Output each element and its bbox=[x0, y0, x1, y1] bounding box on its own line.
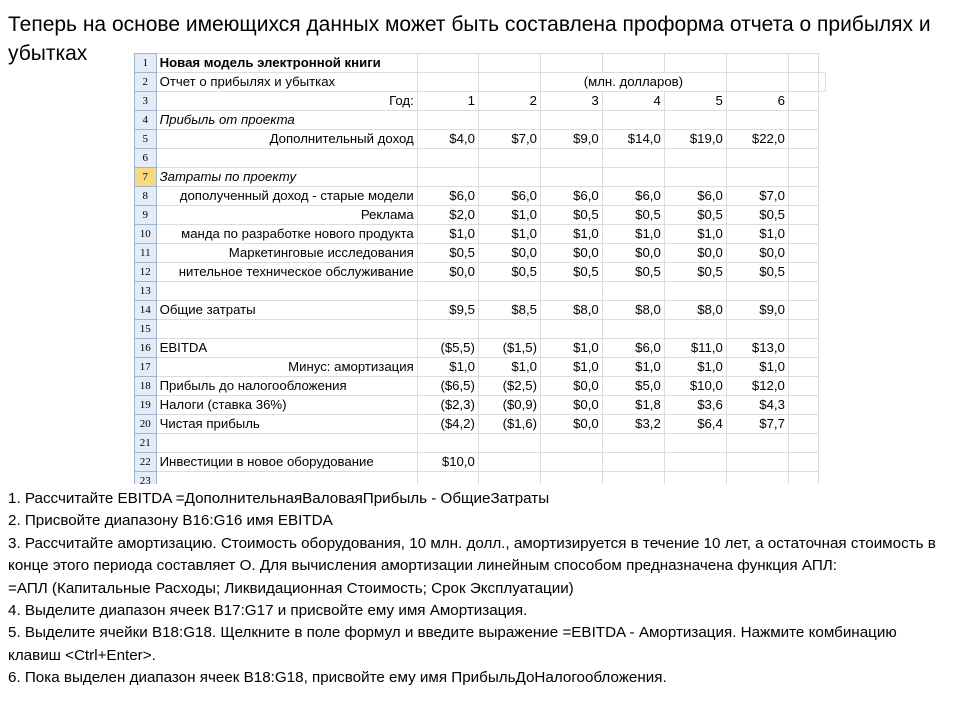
value-cell[interactable] bbox=[726, 111, 788, 130]
value-cell[interactable]: ($1,6) bbox=[478, 415, 540, 434]
row-header[interactable]: 10 bbox=[135, 225, 157, 244]
row-label-cell[interactable] bbox=[156, 377, 417, 396]
value-cell[interactable] bbox=[664, 282, 726, 301]
row-header[interactable]: 13 bbox=[135, 282, 157, 301]
value-cell[interactable]: $6,0 bbox=[541, 187, 603, 206]
value-cell[interactable]: $6,0 bbox=[478, 187, 540, 206]
value-cell[interactable]: $1,0 bbox=[664, 225, 726, 244]
row-label-cell[interactable] bbox=[156, 149, 417, 168]
value-cell[interactable] bbox=[478, 168, 540, 187]
value-cell[interactable]: $8,0 bbox=[602, 301, 664, 320]
value-cell[interactable]: $0,5 bbox=[664, 206, 726, 225]
row-label-cell[interactable] bbox=[156, 415, 417, 434]
row-header[interactable]: 4 bbox=[135, 111, 157, 130]
value-cell[interactable]: $7,7 bbox=[726, 415, 788, 434]
value-cell[interactable] bbox=[788, 415, 818, 434]
row-label-cell[interactable] bbox=[156, 320, 417, 339]
value-cell[interactable]: $13,0 bbox=[726, 339, 788, 358]
row-label: Новая модель электронной книги bbox=[159, 55, 381, 70]
value-cell[interactable] bbox=[664, 149, 726, 168]
value-cell[interactable]: $19,0 bbox=[664, 130, 726, 149]
row-header[interactable]: 7 bbox=[135, 168, 157, 187]
value-cell[interactable]: $1,0 bbox=[417, 358, 478, 377]
value-cell[interactable]: $9,5 bbox=[417, 301, 478, 320]
row-label: Инвестиции в новое оборудование bbox=[159, 454, 374, 469]
value-cell[interactable] bbox=[602, 149, 664, 168]
row-header[interactable]: 5 bbox=[135, 130, 157, 149]
row-header[interactable]: 1 bbox=[135, 54, 157, 73]
row-header[interactable]: 21 bbox=[135, 434, 157, 453]
value-cell[interactable]: 5 bbox=[664, 92, 726, 111]
value-cell[interactable]: 2 bbox=[478, 92, 540, 111]
value-cell[interactable]: $1,0 bbox=[726, 225, 788, 244]
sheet-row bbox=[135, 377, 826, 396]
value-cell[interactable] bbox=[602, 453, 664, 472]
value-cell[interactable]: $1,0 bbox=[602, 358, 664, 377]
sheet-row bbox=[135, 396, 826, 415]
row-label-cell[interactable] bbox=[156, 453, 417, 472]
value-cell[interactable]: ($2,3) bbox=[417, 396, 478, 415]
value-cell[interactable] bbox=[417, 168, 478, 187]
value-cell[interactable] bbox=[788, 244, 818, 263]
instruction-step: 6. Пока выделен диапазон ячеек B18:G18, присвойте ему имя ПрибыльДоНалогообложения. bbox=[8, 669, 667, 687]
unit-note[interactable]: (млн. долларов) bbox=[541, 73, 727, 92]
row-label: Чистая прибыль bbox=[159, 416, 260, 431]
value-cell[interactable]: ($5,5) bbox=[417, 339, 478, 358]
row-label-cell[interactable] bbox=[156, 339, 417, 358]
sheet-row bbox=[135, 73, 826, 92]
value-cell[interactable]: ($4,2) bbox=[417, 415, 478, 434]
value-cell[interactable] bbox=[478, 54, 540, 73]
value-cell[interactable] bbox=[788, 111, 818, 130]
value-cell[interactable]: $0,0 bbox=[664, 244, 726, 263]
value-cell[interactable] bbox=[664, 111, 726, 130]
value-cell[interactable] bbox=[541, 282, 603, 301]
value-cell[interactable]: $1,0 bbox=[417, 225, 478, 244]
value-cell[interactable]: ($6,5) bbox=[417, 377, 478, 396]
row-header[interactable]: 16 bbox=[135, 339, 157, 358]
value-cell[interactable] bbox=[417, 73, 478, 92]
value-cell[interactable] bbox=[819, 73, 826, 92]
value-cell[interactable] bbox=[788, 225, 818, 244]
sheet-row bbox=[135, 149, 826, 168]
value-cell[interactable] bbox=[788, 92, 818, 111]
row-header[interactable]: 17 bbox=[135, 358, 157, 377]
row-header[interactable]: 12 bbox=[135, 263, 157, 282]
row-header[interactable]: 2 bbox=[135, 73, 157, 92]
value-cell[interactable]: $0,0 bbox=[541, 396, 603, 415]
value-cell[interactable] bbox=[726, 54, 788, 73]
value-cell[interactable]: $1,0 bbox=[726, 358, 788, 377]
value-cell[interactable] bbox=[726, 168, 788, 187]
value-cell[interactable]: $8,0 bbox=[541, 301, 603, 320]
row-label: Прибыль от проекта bbox=[159, 112, 295, 127]
value-cell[interactable] bbox=[788, 149, 818, 168]
value-cell[interactable]: $2,0 bbox=[417, 206, 478, 225]
value-cell[interactable]: $6,4 bbox=[664, 415, 726, 434]
row-label: EBITDA bbox=[159, 340, 208, 355]
value-cell[interactable]: $6,0 bbox=[602, 339, 664, 358]
value-cell[interactable] bbox=[417, 282, 478, 301]
value-cell[interactable] bbox=[541, 111, 603, 130]
row-label: Минус: амортизация bbox=[288, 359, 414, 374]
value-cell[interactable]: $9,0 bbox=[541, 130, 603, 149]
value-cell[interactable] bbox=[417, 320, 478, 339]
value-cell[interactable] bbox=[788, 282, 818, 301]
value-cell[interactable]: $5,0 bbox=[602, 377, 664, 396]
value-cell[interactable]: $0,5 bbox=[417, 244, 478, 263]
row-header[interactable]: 22 bbox=[135, 453, 157, 472]
instruction-step: 1. Рассчитайте EBITDA =ДополнительнаяВаловаяПрибыль - ОбщиеЗатраты bbox=[8, 490, 550, 507]
sheet-row bbox=[135, 434, 826, 453]
sheet-row bbox=[135, 472, 826, 485]
value-cell[interactable] bbox=[788, 339, 818, 358]
value-cell[interactable]: $0,0 bbox=[726, 244, 788, 263]
row-label: Общие затраты bbox=[159, 302, 256, 317]
value-cell[interactable]: $1,8 bbox=[602, 396, 664, 415]
value-cell[interactable]: $0,5 bbox=[541, 263, 603, 282]
row-header[interactable]: 20 bbox=[135, 415, 157, 434]
value-cell[interactable] bbox=[788, 130, 818, 149]
value-cell[interactable]: $11,0 bbox=[664, 339, 726, 358]
row-label-cell[interactable] bbox=[156, 73, 417, 92]
sheet-row bbox=[135, 320, 826, 339]
value-cell[interactable] bbox=[726, 472, 788, 485]
value-cell[interactable]: $4,3 bbox=[726, 396, 788, 415]
row-label-cell[interactable] bbox=[156, 263, 417, 282]
sheet-row bbox=[135, 415, 826, 434]
value-cell[interactable]: $8,5 bbox=[478, 301, 540, 320]
row-header[interactable]: 11 bbox=[135, 244, 157, 263]
sheet-row bbox=[135, 358, 826, 377]
value-cell[interactable]: $1,0 bbox=[541, 339, 603, 358]
sheet-row bbox=[135, 206, 826, 225]
row-label-cell[interactable] bbox=[156, 92, 417, 111]
value-cell[interactable]: $1,0 bbox=[478, 358, 540, 377]
row-label-cell[interactable] bbox=[156, 206, 417, 225]
value-cell[interactable] bbox=[788, 168, 818, 187]
value-cell[interactable] bbox=[726, 149, 788, 168]
sheet-row bbox=[135, 453, 826, 472]
value-cell[interactable] bbox=[478, 73, 540, 92]
value-cell[interactable] bbox=[478, 149, 540, 168]
value-cell[interactable] bbox=[664, 320, 726, 339]
row-header[interactable]: 6 bbox=[135, 149, 157, 168]
value-cell[interactable]: $7,0 bbox=[726, 187, 788, 206]
investment-value[interactable]: $10,0 bbox=[417, 453, 478, 472]
row-label: Затраты по проекту bbox=[159, 169, 297, 184]
row-label-cell[interactable] bbox=[156, 111, 417, 130]
value-cell[interactable] bbox=[541, 453, 603, 472]
value-cell[interactable]: 6 bbox=[726, 92, 788, 111]
value-cell[interactable]: $4,0 bbox=[417, 130, 478, 149]
value-cell[interactable] bbox=[602, 54, 664, 73]
value-cell[interactable] bbox=[788, 206, 818, 225]
value-cell[interactable] bbox=[602, 434, 664, 453]
value-cell[interactable] bbox=[417, 111, 478, 130]
value-cell[interactable] bbox=[788, 301, 818, 320]
sheet-row bbox=[135, 130, 826, 149]
value-cell[interactable]: $1,0 bbox=[478, 206, 540, 225]
value-cell[interactable] bbox=[788, 396, 818, 415]
row-label: Отчет о прибылях и убытках bbox=[159, 74, 336, 89]
spreadsheet-grid bbox=[134, 53, 826, 484]
sheet-row bbox=[135, 168, 826, 187]
value-cell[interactable] bbox=[788, 54, 818, 73]
sheet-row bbox=[135, 301, 826, 320]
value-cell[interactable] bbox=[788, 358, 818, 377]
sheet-row bbox=[135, 54, 826, 73]
value-cell[interactable]: 1 bbox=[417, 92, 478, 111]
value-cell[interactable] bbox=[478, 453, 540, 472]
value-cell[interactable]: $6,0 bbox=[664, 187, 726, 206]
value-cell[interactable]: ($0,9) bbox=[478, 396, 540, 415]
value-cell[interactable]: $0,5 bbox=[478, 263, 540, 282]
value-cell[interactable] bbox=[602, 168, 664, 187]
value-cell[interactable] bbox=[541, 54, 603, 73]
value-cell[interactable] bbox=[541, 434, 603, 453]
value-cell[interactable] bbox=[788, 187, 818, 206]
value-cell[interactable] bbox=[417, 54, 478, 73]
instructions bbox=[8, 488, 953, 690]
row-label: нительное техническое обслуживание bbox=[178, 264, 414, 279]
value-cell[interactable] bbox=[788, 320, 818, 339]
value-cell[interactable] bbox=[726, 434, 788, 453]
row-header[interactable]: 9 bbox=[135, 206, 157, 225]
value-cell[interactable] bbox=[602, 282, 664, 301]
row-header[interactable]: 3 bbox=[135, 92, 157, 111]
value-cell[interactable] bbox=[417, 434, 478, 453]
value-cell[interactable] bbox=[478, 434, 540, 453]
value-cell[interactable]: $1,0 bbox=[478, 225, 540, 244]
value-cell[interactable] bbox=[788, 73, 818, 92]
value-cell[interactable]: $10,0 bbox=[664, 377, 726, 396]
value-cell[interactable]: $1,0 bbox=[541, 358, 603, 377]
value-cell[interactable] bbox=[788, 377, 818, 396]
value-cell[interactable]: $1,0 bbox=[602, 225, 664, 244]
row-label-cell[interactable] bbox=[156, 282, 417, 301]
value-cell[interactable]: $1,0 bbox=[541, 225, 603, 244]
slide-title: Теперь на основе имеющихся данных может быть составлена проформа отчета о прибылях и убытках bbox=[8, 13, 931, 65]
value-cell[interactable] bbox=[602, 472, 664, 485]
instruction-step: 3. Рассчитайте амортизацию. Стоимость оборудования, 10 млн. долл., амортизируется в течение 10 лет, а остаточная стоимость в конце этого периода составляет О. Для вычисления амортизации линейным способом предназначена функция АПЛ: bbox=[8, 534, 936, 575]
row-label: Прибыль до налогообложения bbox=[159, 378, 347, 393]
row-header[interactable]: 19 bbox=[135, 396, 157, 415]
row-label-cell[interactable] bbox=[156, 434, 417, 453]
row-header[interactable]: 8 bbox=[135, 187, 157, 206]
row-label-cell[interactable] bbox=[156, 225, 417, 244]
value-cell[interactable] bbox=[602, 320, 664, 339]
value-cell[interactable]: $0,5 bbox=[602, 206, 664, 225]
row-header[interactable]: 15 bbox=[135, 320, 157, 339]
value-cell[interactable]: $0,0 bbox=[478, 244, 540, 263]
value-cell[interactable] bbox=[664, 453, 726, 472]
value-cell[interactable] bbox=[541, 168, 603, 187]
value-cell[interactable] bbox=[788, 472, 818, 485]
row-label: Год: bbox=[389, 93, 414, 108]
row-label-cell[interactable] bbox=[156, 187, 417, 206]
row-label-cell[interactable] bbox=[156, 358, 417, 377]
value-cell[interactable]: $8,0 bbox=[664, 301, 726, 320]
value-cell[interactable]: $0,5 bbox=[726, 206, 788, 225]
value-cell[interactable] bbox=[541, 320, 603, 339]
value-cell[interactable]: $0,5 bbox=[602, 263, 664, 282]
sheet-row bbox=[135, 92, 826, 111]
row-label-cell[interactable] bbox=[156, 396, 417, 415]
value-cell[interactable] bbox=[726, 282, 788, 301]
value-cell[interactable]: $14,0 bbox=[602, 130, 664, 149]
value-cell[interactable]: $0,5 bbox=[664, 263, 726, 282]
value-cell[interactable]: $3,6 bbox=[664, 396, 726, 415]
value-cell[interactable] bbox=[478, 320, 540, 339]
value-cell[interactable]: $6,0 bbox=[602, 187, 664, 206]
value-cell[interactable] bbox=[664, 54, 726, 73]
value-cell[interactable]: $3,2 bbox=[602, 415, 664, 434]
spreadsheet bbox=[134, 53, 826, 484]
value-cell[interactable]: ($1,5) bbox=[478, 339, 540, 358]
value-cell[interactable]: $12,0 bbox=[726, 377, 788, 396]
row-label: Налоги (ставка 36%) bbox=[159, 397, 287, 412]
row-label: манда по разработке нового продукта bbox=[181, 226, 414, 241]
row-header[interactable]: 23 bbox=[135, 472, 157, 485]
value-cell[interactable]: $0,0 bbox=[541, 415, 603, 434]
row-label-cell[interactable] bbox=[156, 472, 417, 485]
value-cell[interactable]: $0,0 bbox=[602, 244, 664, 263]
value-cell[interactable] bbox=[417, 472, 478, 485]
value-cell[interactable]: $0,5 bbox=[726, 263, 788, 282]
row-label-cell[interactable] bbox=[156, 130, 417, 149]
row-label-cell[interactable] bbox=[156, 168, 417, 187]
value-cell[interactable]: $0,5 bbox=[541, 206, 603, 225]
row-label-cell[interactable] bbox=[156, 54, 417, 73]
value-cell[interactable]: $0,0 bbox=[541, 244, 603, 263]
value-cell[interactable]: 4 bbox=[602, 92, 664, 111]
row-label: Реклама bbox=[360, 207, 414, 222]
value-cell[interactable] bbox=[726, 73, 788, 92]
value-cell[interactable]: $7,0 bbox=[478, 130, 540, 149]
row-label: Маркетинговые исследования bbox=[228, 245, 414, 260]
instruction-step: 2. Присвойте диапазону B16:G16 имя EBITDA bbox=[8, 512, 333, 530]
value-cell[interactable]: $1,0 bbox=[664, 358, 726, 377]
value-cell[interactable] bbox=[602, 111, 664, 130]
value-cell[interactable] bbox=[664, 168, 726, 187]
value-cell[interactable] bbox=[478, 472, 540, 485]
instruction-step: =АПЛ (Капитальные Расходы; Ликвидационная Стоимость; Срок Эксплуатации) bbox=[8, 579, 574, 597]
sheet-row bbox=[135, 111, 826, 130]
value-cell[interactable] bbox=[788, 453, 818, 472]
value-cell[interactable]: $6,0 bbox=[417, 187, 478, 206]
row-label: дополученный доход - старые модели bbox=[179, 188, 414, 203]
sheet-row bbox=[135, 225, 826, 244]
value-cell[interactable] bbox=[478, 282, 540, 301]
row-label-cell[interactable] bbox=[156, 244, 417, 263]
sheet-row bbox=[135, 339, 826, 358]
instruction-step: 5. Выделите ячейки B18:G18. Щелкните в поле формул и введите выражение =EBITDA - Амортизация. Нажмите комбинацию клавиш <Ctrl+Enter>. bbox=[8, 624, 897, 664]
row-label: Дополнительный доход bbox=[269, 131, 414, 146]
value-cell[interactable]: 3 bbox=[541, 92, 603, 111]
value-cell[interactable] bbox=[417, 149, 478, 168]
row-label-cell[interactable] bbox=[156, 301, 417, 320]
value-cell[interactable]: $0,0 bbox=[417, 263, 478, 282]
value-cell[interactable] bbox=[478, 111, 540, 130]
value-cell[interactable]: $9,0 bbox=[726, 301, 788, 320]
value-cell[interactable]: $22,0 bbox=[726, 130, 788, 149]
value-cell[interactable] bbox=[726, 453, 788, 472]
sheet-row bbox=[135, 282, 826, 301]
row-header[interactable]: 14 bbox=[135, 301, 157, 320]
value-cell[interactable] bbox=[788, 434, 818, 453]
value-cell[interactable] bbox=[726, 320, 788, 339]
value-cell[interactable] bbox=[788, 263, 818, 282]
instruction-step: 4. Выделите диапазон ячеек B17:G17 и присвойте ему имя Амортизация. bbox=[8, 602, 528, 620]
value-cell[interactable]: ($2,5) bbox=[478, 377, 540, 396]
sheet-row bbox=[135, 187, 826, 206]
row-header[interactable]: 18 bbox=[135, 377, 157, 396]
value-cell[interactable] bbox=[664, 434, 726, 453]
sheet-row bbox=[135, 263, 826, 282]
sheet-row bbox=[135, 244, 826, 263]
value-cell[interactable] bbox=[664, 472, 726, 485]
value-cell[interactable] bbox=[541, 149, 603, 168]
value-cell[interactable] bbox=[541, 472, 603, 485]
value-cell[interactable]: $0,0 bbox=[541, 377, 603, 396]
